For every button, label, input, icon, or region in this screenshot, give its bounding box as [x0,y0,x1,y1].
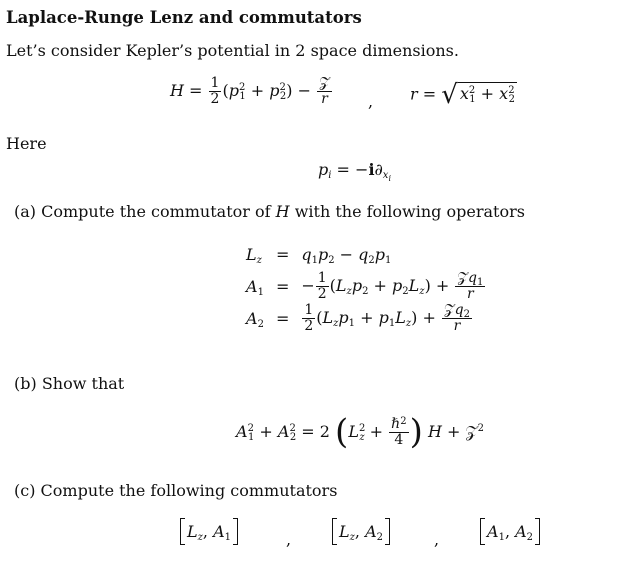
a1-definition: $A_1$ = − $\frac{1}{2}$ $(L_zp_2 + p_2L_z)$ + $\frac{𝒵q_1}{r}$ [246,269,484,302]
radius-equation: r = √ $x^2_1 + x^2_2$ [410,80,515,110]
part-a-symbol: H [275,202,290,221]
part-a-text [14,202,525,221]
part-a-prompt-end: with the following operators [294,202,525,221]
here-label: Here [6,134,47,153]
part-c-text [14,481,337,500]
part-c-label: (c) [14,481,36,500]
part-b-text [14,374,124,393]
momentum-operator-equation: $p_i = -i\partial_{x_i}$ [318,160,391,183]
a2-definition: $A_2$ = $\frac{1}{2}$ $(L_zp_1 + p_1L_z)$ + $\frac{𝒵q_2}{r}$ [246,301,470,334]
intro-text: Let’s consider Kepler’s potential in 2 space dimensions. [6,41,459,60]
lz-definition: $L_z$ = $q_1p_2 - q_2p_1$ [246,244,392,266]
part-a-prompt: Compute the commutator of [41,202,271,221]
part-c-prompt: Compute the following commutators [40,481,338,500]
part-b-label: (b) [14,374,37,393]
commutator-lz-a2: $L_z$, $A_2$ [332,518,390,545]
commutator-separator-2: , [434,530,440,549]
commutator-a1-a2: $A_1$, $A_2$ [480,518,540,545]
operator-definitions [240,238,492,334]
commutator-separator-1: , [286,530,292,549]
hamiltonian-equation: H = $\frac{1}{2}$ $(p^2_1 + p^2_2)$ − $\frac{\text{𝒵}}{r}$ [170,75,330,107]
page-title: Laplace-Runge Lenz and commutators [6,8,362,27]
identity-equation: $A^2_1 + A^2_2 = 2$ ($L^2_z$ + $\frac{\hbar^2}{4}$ ) H + 𝒵$^2$ [236,412,485,452]
part-b-prompt: Show that [41,374,125,393]
equation-separator: , [368,92,374,111]
commutator-lz-a1: $L_z$, $A_1$ [180,518,238,545]
part-a-label: (a) [14,202,37,221]
